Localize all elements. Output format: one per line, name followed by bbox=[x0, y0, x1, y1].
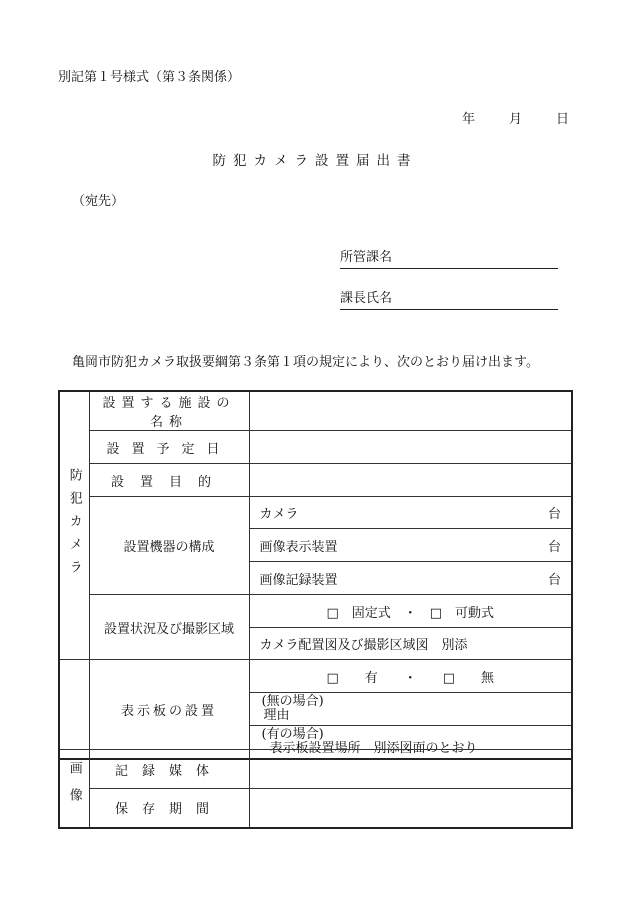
purpose-label: 設置目的 bbox=[89, 464, 249, 497]
recorder-unit: 台 bbox=[547, 572, 561, 588]
date-month: 月 bbox=[509, 112, 523, 127]
signboard-options[interactable]: □ 有 ・ □ 無 bbox=[249, 660, 572, 693]
area-map-note: カメラ配置図及び撮影区域図 別添 bbox=[249, 628, 572, 660]
facility-name-field[interactable] bbox=[249, 391, 572, 431]
equipment-camera-field[interactable] bbox=[249, 497, 572, 529]
equipment-display-field[interactable] bbox=[249, 529, 572, 562]
dept-name-field[interactable] bbox=[340, 250, 558, 269]
mount-type-options[interactable]: □ 固定式 ・ □ 可動式 bbox=[249, 595, 572, 628]
dept-name-label: 所管課名 bbox=[340, 250, 393, 265]
display-unit: 台 bbox=[547, 539, 561, 555]
retention-label: 保存期間 bbox=[89, 789, 249, 828]
sign-location-note: 表示板設置場所 別添図面のとおり bbox=[269, 741, 478, 756]
camera-item: カメラ bbox=[259, 507, 299, 522]
group-image: 画像 bbox=[59, 750, 89, 828]
section-head-label: 課長氏名 bbox=[340, 291, 393, 306]
document-title: 防犯カメラ設置届出書 bbox=[212, 153, 418, 169]
form-reference: 別記第１号様式（第３条関係） bbox=[58, 70, 241, 85]
purpose-field[interactable] bbox=[249, 464, 572, 497]
planned-date-field[interactable] bbox=[249, 431, 572, 464]
date-day: 日 bbox=[556, 112, 570, 127]
signboard-label: 表示板の設置 bbox=[89, 660, 249, 760]
retention-field[interactable] bbox=[249, 789, 572, 828]
media-label: 記録媒体 bbox=[89, 750, 249, 789]
group-spacer bbox=[59, 660, 89, 760]
group-security-camera: 防犯カメラ bbox=[59, 391, 89, 660]
yes-case-label: (有の場合) bbox=[261, 727, 324, 742]
date-line bbox=[462, 108, 569, 127]
date-year: 年 bbox=[462, 112, 476, 127]
intro-statement: 亀岡市防犯カメラ取扱要綱第３条第１項の規定により、次のとおり届け出ます。 bbox=[72, 355, 539, 370]
planned-date-label: 設置予定日 bbox=[89, 431, 249, 464]
media-field[interactable] bbox=[249, 750, 572, 789]
equipment-label: 設置機器の構成 bbox=[89, 497, 249, 595]
section-head-name-field[interactable] bbox=[340, 291, 558, 310]
display-item: 画像表示装置 bbox=[259, 539, 338, 555]
facility-name-label: 設置する施設の名称 bbox=[89, 391, 249, 431]
install-area-label: 設置状況及び撮影区域 bbox=[89, 595, 249, 660]
notification-table bbox=[58, 390, 573, 760]
reason-label: 理由 bbox=[263, 708, 290, 723]
addressee: （宛先） bbox=[72, 194, 125, 209]
no-case-label: (無の場合) bbox=[261, 694, 324, 709]
recorder-item: 画像記録装置 bbox=[259, 572, 338, 588]
no-case-field[interactable] bbox=[249, 693, 572, 726]
camera-unit: 台 bbox=[547, 507, 561, 522]
equipment-recorder-field[interactable] bbox=[249, 562, 572, 595]
image-table bbox=[58, 749, 573, 829]
